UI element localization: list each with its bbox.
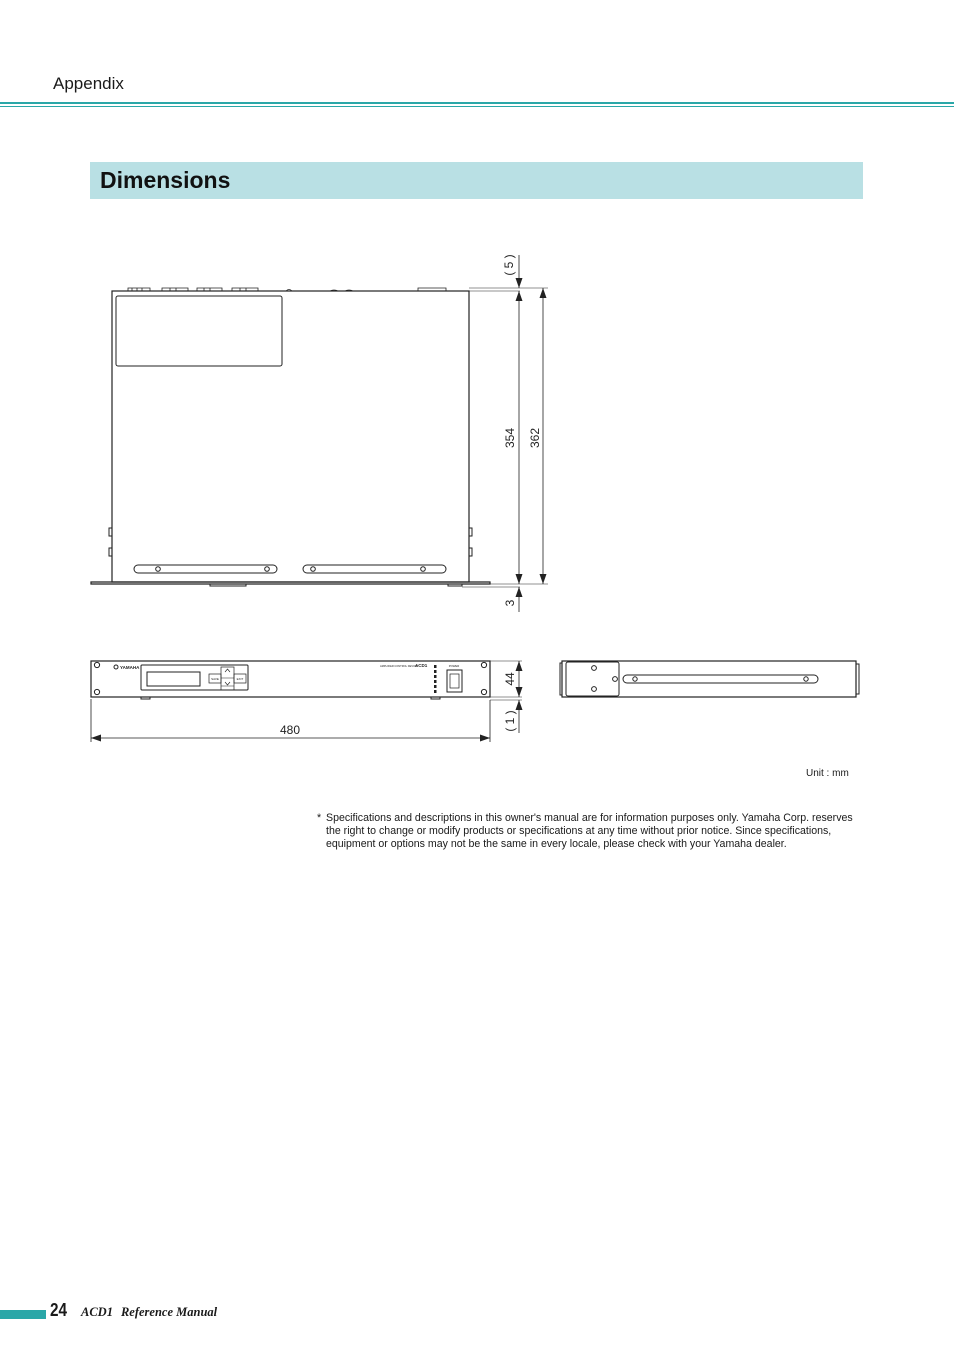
screw-icon (592, 666, 809, 692)
page-number: 24 (50, 1300, 68, 1320)
footer-manual-title: Reference Manual (120, 1305, 218, 1319)
footer-bar (0, 1310, 46, 1319)
disclaimer-marker: * (317, 812, 322, 824)
exit-key-label: EXIT (236, 677, 244, 681)
manual-title (81, 1305, 225, 1320)
unit-note: Unit : mm (806, 768, 849, 779)
top-view (91, 255, 548, 612)
model-label: ACD1 (415, 663, 428, 668)
yamaha-logo-icon (114, 665, 118, 669)
descriptor-label: AMPLIFIER CONTROL DEVICE (380, 665, 418, 668)
side-view (560, 661, 859, 697)
disclaimer (317, 812, 869, 851)
power-switch (447, 670, 462, 692)
screw-icon (156, 567, 426, 572)
brand-label: YAMAHA (120, 665, 140, 670)
save-key-label: SAVE (211, 677, 219, 681)
dimension-label-44: 44 (503, 672, 517, 686)
dimension-label-foot: 3 (503, 599, 517, 607)
power-label: POWER (448, 664, 460, 668)
dimension-label-362: 362 (528, 427, 542, 449)
dimension-label-bottom-gap: ( 1 ) (503, 710, 517, 732)
footer-model: ACD1 (81, 1305, 113, 1319)
dimension-label-354: 354 (503, 427, 517, 449)
page-title: Dimensions (100, 167, 231, 193)
front-view (91, 661, 523, 742)
disclaimer-text: Specifications and descriptions in this owner's manual are for information purposes only. Yamaha Corp. reserves the right to change or modify products or specifications at any time without prior notice. Since specifications, equipment or options may not be the same in every locale, please check with your Yamaha dealer. (326, 812, 853, 850)
dimension-label-top-gap: ( 5 ) (502, 254, 516, 276)
dimension-label-480: 480 (279, 723, 301, 737)
section-label: Appendix (53, 74, 124, 93)
